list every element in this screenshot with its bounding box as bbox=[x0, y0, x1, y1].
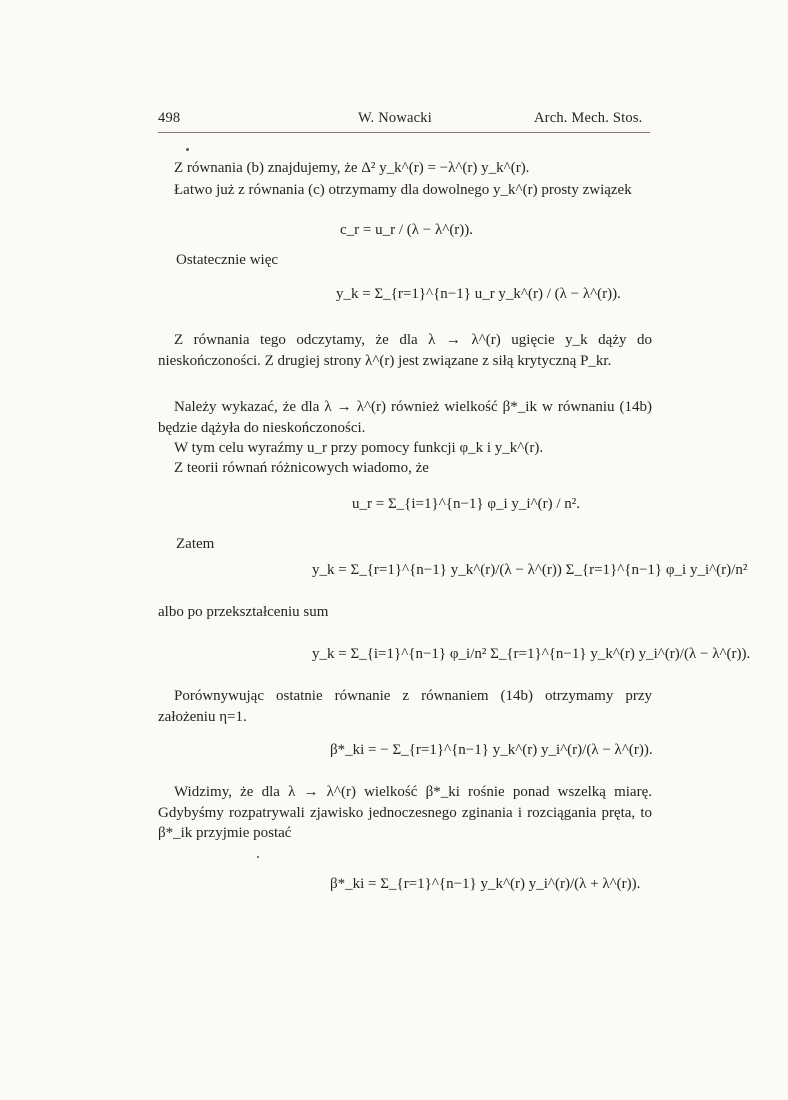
equation-5-text: y_k = Σ_{i=1}^{n−1} φ_i/n² Σ_{r=1}^{n−1} y_k^(r) y_i^(r)/(λ − λ^(r)). bbox=[312, 646, 751, 662]
paragraph-4-text: Z równania tego odczytamy, że dla λ → λ^(r) ugięcie y_k dąży do nieskończoności. Z drugiej strony λ^(r) jest związane z siłą krytyczną P_kr. bbox=[158, 332, 652, 369]
paragraph-2-text: Łatwo już z równania (c) otrzymamy dla dowolnego y_k^(r) prosty związek bbox=[174, 182, 632, 198]
equation-4 bbox=[312, 562, 747, 579]
paragraph-10-text: Porównywując ostatnie równanie z równaniem (14b) otrzymamy przy założeniu η=1. bbox=[158, 688, 652, 725]
equation-7-text: β*_ki = Σ_{r=1}^{n−1} y_k^(r) y_i^(r)/(λ + λ^(r)). bbox=[330, 876, 641, 892]
paragraph-3-text: Ostatecznie więc bbox=[176, 252, 279, 268]
equation-6-text: β*_ki = − Σ_{r=1}^{n−1} y_k^(r) y_i^(r)/(λ − λ^(r)). bbox=[330, 742, 653, 758]
paragraph-2 bbox=[158, 180, 652, 201]
page-number: 498 bbox=[158, 110, 181, 126]
paragraph-7-text: Z teorii równań różnicowych wiadomo, że bbox=[174, 460, 429, 476]
paragraph-11 bbox=[158, 782, 652, 844]
paragraph-5-text: Należy wykazać, że dla λ → λ^(r) również wielkość β*_ik w równaniu (14b) będzie dążyła do nieskończoności. bbox=[158, 399, 652, 436]
equation-2-text: y_k = Σ_{r=1}^{n−1} u_r y_k^(r) / (λ − λ^(r)). bbox=[336, 286, 621, 302]
paragraph-10 bbox=[158, 686, 652, 727]
header-rule bbox=[158, 132, 650, 133]
equation-3-text: u_r = Σ_{i=1}^{n−1} φ_i y_i^(r) / n². bbox=[352, 496, 581, 512]
paragraph-6 bbox=[158, 438, 652, 459]
paragraph-7 bbox=[158, 458, 652, 479]
scan-speck bbox=[186, 148, 189, 151]
header-journal: Arch. Mech. Stos. bbox=[534, 110, 643, 126]
header-author: W. Nowacki bbox=[358, 110, 432, 126]
paragraph-5 bbox=[158, 397, 652, 438]
paragraph-1 bbox=[158, 158, 652, 179]
equation-4-text: y_k = Σ_{r=1}^{n−1} y_k^(r)/(λ − λ^(r)) Σ_{r=1}^{n−1} φ_i y_i^(r)/n² bbox=[312, 562, 748, 578]
equation-1-text: c_r = u_r / (λ − λ^(r)). bbox=[340, 222, 474, 238]
paragraph-3 bbox=[176, 252, 278, 269]
scan-speck bbox=[257, 856, 259, 858]
paragraph-8 bbox=[176, 536, 214, 553]
paragraph-11-text: Widzimy, że dla λ → λ^(r) wielkość β*_ki rośnie ponad wszelką miarę. Gdybyśmy rozpatrywali zjawisko jednoczesnego zginania i rozciągania pręta, to β*_ik przyjmie postać bbox=[158, 784, 652, 841]
equation-5 bbox=[312, 646, 750, 663]
paragraph-9-text: albo po przekształceniu sum bbox=[158, 604, 329, 620]
equation-1 bbox=[340, 222, 473, 239]
paragraph-6-text: W tym celu wyraźmy u_r przy pomocy funkcji φ_k i y_k^(r). bbox=[174, 440, 544, 456]
paragraph-8-text: Zatem bbox=[176, 536, 215, 552]
paragraph-9 bbox=[158, 602, 652, 623]
equation-3 bbox=[352, 496, 580, 513]
equation-6 bbox=[330, 742, 653, 759]
paragraph-1-text: Z równania (b) znajdujemy, że Δ² y_k^(r) = −λ^(r) y_k^(r). bbox=[174, 160, 530, 176]
equation-2 bbox=[336, 286, 621, 303]
equation-7 bbox=[330, 876, 640, 893]
paragraph-4 bbox=[158, 330, 652, 371]
